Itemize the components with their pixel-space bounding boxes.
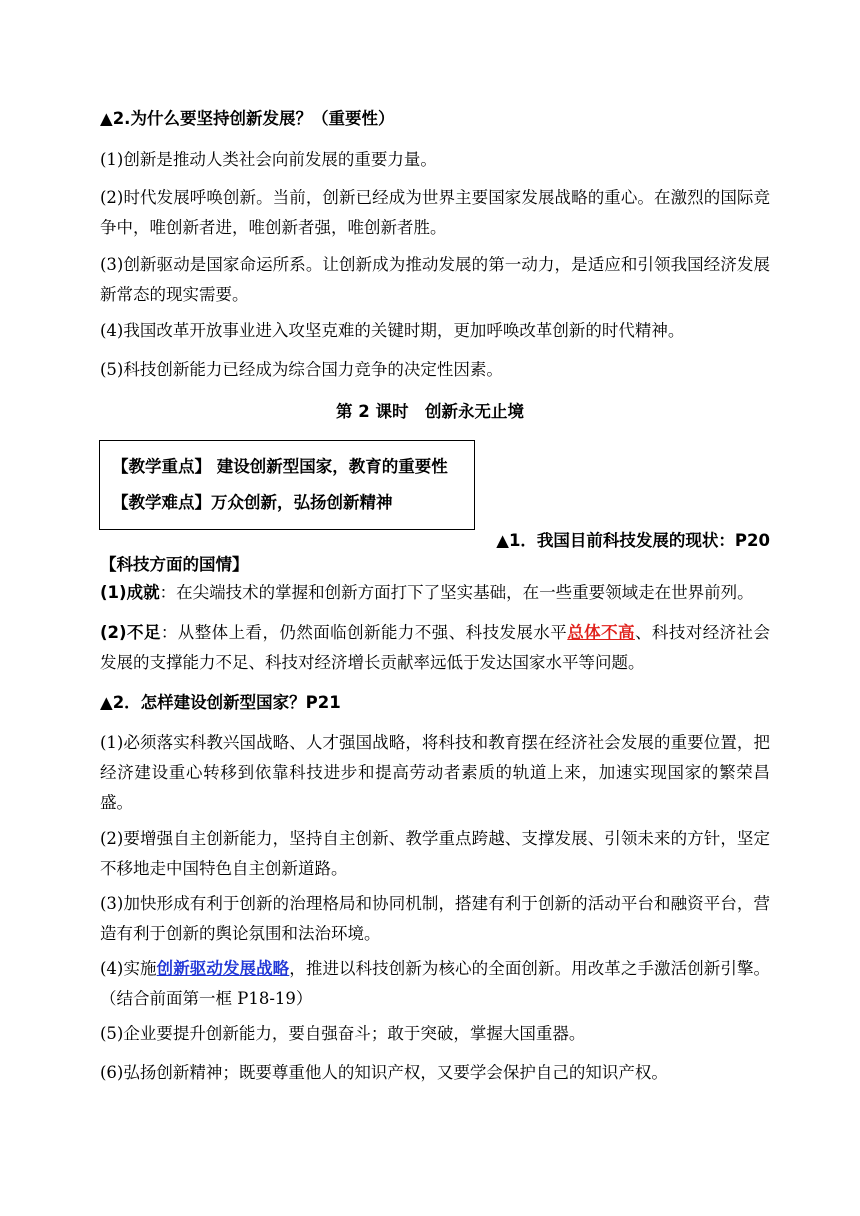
- section-heading-status: ▲1．我国目前科技发展的现状：P20: [496, 531, 770, 550]
- shortcoming-text-a: ：从整体上看，仍然面临创新能力不强、科技发展水平: [160, 623, 568, 642]
- list-item: (3)创新驱动是国家命运所系。让创新成为推动发展的第一动力，是适应和引领我国经济发展新常态的现实需要。: [100, 255, 770, 304]
- section-heading-why-innovate: ▲2.为什么要坚持创新发展？（重要性）: [100, 109, 395, 128]
- list-item: (5)企业要提升创新能力，要自强奋斗；敢于突破，掌握大国重器。: [100, 1024, 586, 1043]
- item4-text-b: ，推进以科技创新为核心的全面创新。用改革之手激活创新引擎。（结合前面第一框 P18-19）: [100, 959, 771, 1008]
- achievement-paragraph: [100, 578, 770, 608]
- lesson-title: 第 2 课时 创新永无止境: [336, 402, 524, 421]
- list-item: (1)必须落实科教兴国战略、人才强国战略，将科技和教育摆在经济社会发展的重要位置，把经济建设重心转移到依靠科技进步和提高劳动者素质的轨道上来，加速实现国家的繁荣昌盛。: [100, 733, 770, 812]
- shortcoming-text-b: 、科技对经济社会发展的支撑能力不足、科技对经济增长贡献率远低于发达国家水平等问题。: [100, 623, 770, 672]
- list-item: [100, 954, 770, 1014]
- list-item: (3)加快形成有利于创新的治理格局和协同机制，搭建有利于创新的活动平台和融资平台，营造有利于创新的舆论氛围和法治环境。: [100, 894, 770, 943]
- list-item: (1)创新是推动人类社会向前发展的重要力量。: [100, 150, 437, 169]
- achievement-text: ：在尖端技术的掌握和创新方面打下了坚实基础，在一些重要领域走在世界前列。: [159, 583, 754, 602]
- shortcoming-paragraph: [100, 618, 770, 678]
- highlight-overall-not-high: 总体不高: [567, 623, 635, 642]
- link-innovation-strategy[interactable]: 创新驱动发展战略: [156, 959, 290, 978]
- shortcoming-label: (2)不足: [100, 623, 161, 642]
- achievement-label: (1)成就: [100, 583, 160, 602]
- section-heading-how-to-build: ▲2．怎样建设创新型国家？P21: [100, 693, 341, 712]
- teaching-difficulty: 【教学难点】万众创新，弘扬创新精神: [112, 493, 393, 512]
- teaching-focus: 【教学重点】 建设创新型国家，教育的重要性: [112, 457, 448, 476]
- list-item: (2)要增强自主创新能力，坚持自主创新、教学重点跨越、支撑发展、引领未来的方针，坚定不移地走中国特色自主创新道路。: [100, 829, 770, 878]
- list-item: (5)科技创新能力已经成为综合国力竞争的决定性因素。: [100, 360, 503, 379]
- list-item: (4)我国改革开放事业进入攻坚克难的关键时期，更加呼唤改革创新的时代精神。: [100, 321, 685, 340]
- teaching-points-box: [99, 440, 475, 530]
- subheading-national-condition: 【科技方面的国情】: [100, 555, 249, 574]
- list-item: (6)弘扬创新精神；既要尊重他人的知识产权，又要学会保护自己的知识产权。: [100, 1063, 668, 1082]
- list-item: (2)时代发展呼唤创新。当前，创新已经成为世界主要国家发展战略的重心。在激烈的国际竞争中，唯创新者进，唯创新者强，唯创新者胜。: [100, 188, 770, 237]
- item4-text-a: (4)实施: [100, 959, 157, 978]
